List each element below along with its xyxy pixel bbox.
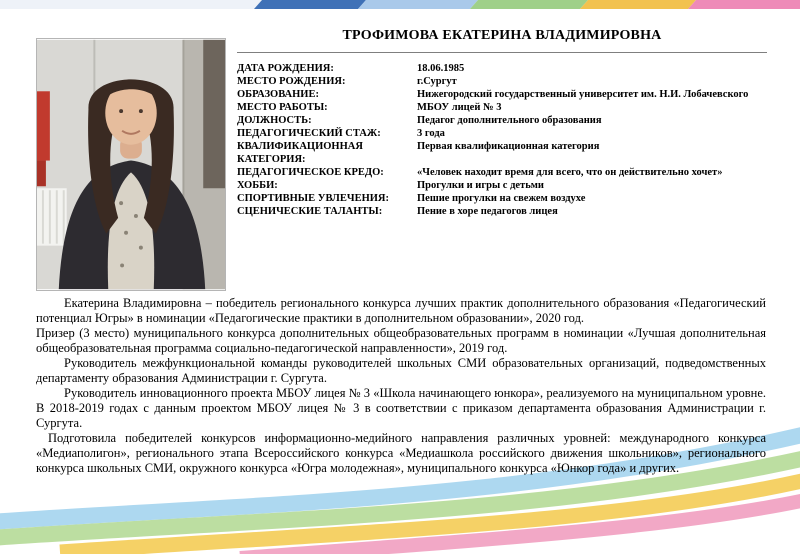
info-value: 18.06.1985	[417, 63, 465, 74]
info-row	[237, 166, 767, 179]
title-divider	[237, 52, 767, 53]
info-label: ОБРАЗОВАНИЕ:	[237, 89, 319, 101]
info-table	[237, 62, 767, 218]
info-value: Прогулки и игры с детьми	[417, 180, 544, 192]
header-and-info	[237, 28, 767, 218]
info-label: ХОББИ:	[237, 180, 278, 192]
info-label: КВАЛИФИКАЦИОННАЯ КАТЕГОРИЯ:	[237, 141, 363, 166]
info-label: ПЕДАГОГИЧЕСКОЕ КРЕДО:	[237, 167, 384, 179]
info-row	[237, 62, 767, 75]
info-value: «Человек находит время для всего, что он действительно хочет»	[417, 167, 723, 179]
info-label: СЦЕНИЧЕСКИЕ ТАЛАНТЫ:	[237, 206, 383, 218]
info-row	[237, 205, 767, 218]
info-value: Нижегородский государственный университет им. Н.И. Лобачевского	[417, 89, 749, 101]
info-row	[237, 75, 767, 88]
info-label: ДАТА РОЖДЕНИЯ:	[237, 63, 334, 74]
info-row	[237, 179, 767, 192]
page-title: ТРОФИМОВА ЕКАТЕРИНА ВЛАДИМИРОВНА	[342, 28, 662, 43]
bio-paragraph: Подготовила победителей конкурсов информационно-медийного направления различных уровней: международного конкурса «Медиаполигон», регионального этапа Всероссийского конкурса «Медиашкола российского движения школьников», регионального конкурса школьных СМИ, окружного конкурса «Югра молодежная», муниципального конкурса «Юнкор года» и других.	[36, 431, 766, 475]
bio-paragraph: Призер (3 место) муниципального конкурса дополнительных общеобразовательных программ в номинации «Лучшая дополнительная общеобразовательная программа социально-педагогической направленности», 2019 год.	[36, 326, 766, 355]
info-label: ПЕДАГОГИЧЕСКИЙ СТАЖ:	[237, 128, 381, 140]
top-bar-segment	[0, 0, 262, 9]
top-bar-segment	[358, 0, 478, 9]
top-bar-segment	[470, 0, 588, 9]
bio-paragraph: Руководитель межфункциональной команды руководителей школьных СМИ образовательных организаций, подведомственных департаменту образования Администрации г. Сургута.	[36, 356, 766, 385]
info-row	[237, 192, 767, 205]
info-value: 3 года	[417, 128, 445, 140]
bio-paragraph: Руководитель инновационного проекта МБОУ лицея № 3 «Школа начинающего юнкора», реализуемого на муниципальном уровне. В 2018-2019 годах с данным проектом МБОУ лицея № 3 в соответствии с приказом департамента образования Администрации г. Сургута.	[36, 386, 766, 430]
wave-yellow	[60, 478, 800, 552]
info-value: Пение в хоре педагогов лицея	[417, 206, 558, 218]
info-value: Первая квалификационная категория	[417, 141, 600, 153]
info-label: СПОРТИВНЫЕ УВЛЕЧЕНИЯ:	[237, 193, 389, 205]
wave-pink	[240, 498, 800, 554]
info-row	[237, 114, 767, 127]
info-value: г.Сургут	[417, 76, 457, 88]
top-bar-segment	[688, 0, 800, 9]
portrait-photo-image	[37, 39, 225, 290]
biography-text	[36, 296, 766, 476]
info-value: Педагог дополнительного образования	[417, 115, 602, 127]
info-row	[237, 101, 767, 114]
info-label: ДОЛЖНОСТЬ:	[237, 115, 312, 127]
info-row	[237, 140, 767, 166]
top-bar-segment	[580, 0, 696, 9]
info-value: Пешие прогулки на свежем воздухе	[417, 193, 586, 205]
top-bar-segment	[254, 0, 366, 9]
info-row	[237, 127, 767, 140]
info-value: МБОУ лицей № 3	[417, 102, 502, 114]
bio-paragraph: Екатерина Владимировна – победитель регионального конкурса лучших практик дополнительного образования «Педагогический потенциал Югры» в номинации «Педагогические практики в дополнительном образовании», 2020 год.	[36, 296, 766, 325]
info-row	[237, 88, 767, 101]
info-label: МЕСТО РАБОТЫ:	[237, 102, 328, 114]
portrait-photo	[36, 38, 226, 291]
info-label: МЕСТО РОЖДЕНИЯ:	[237, 76, 346, 88]
top-decoration-bar	[0, 0, 800, 9]
